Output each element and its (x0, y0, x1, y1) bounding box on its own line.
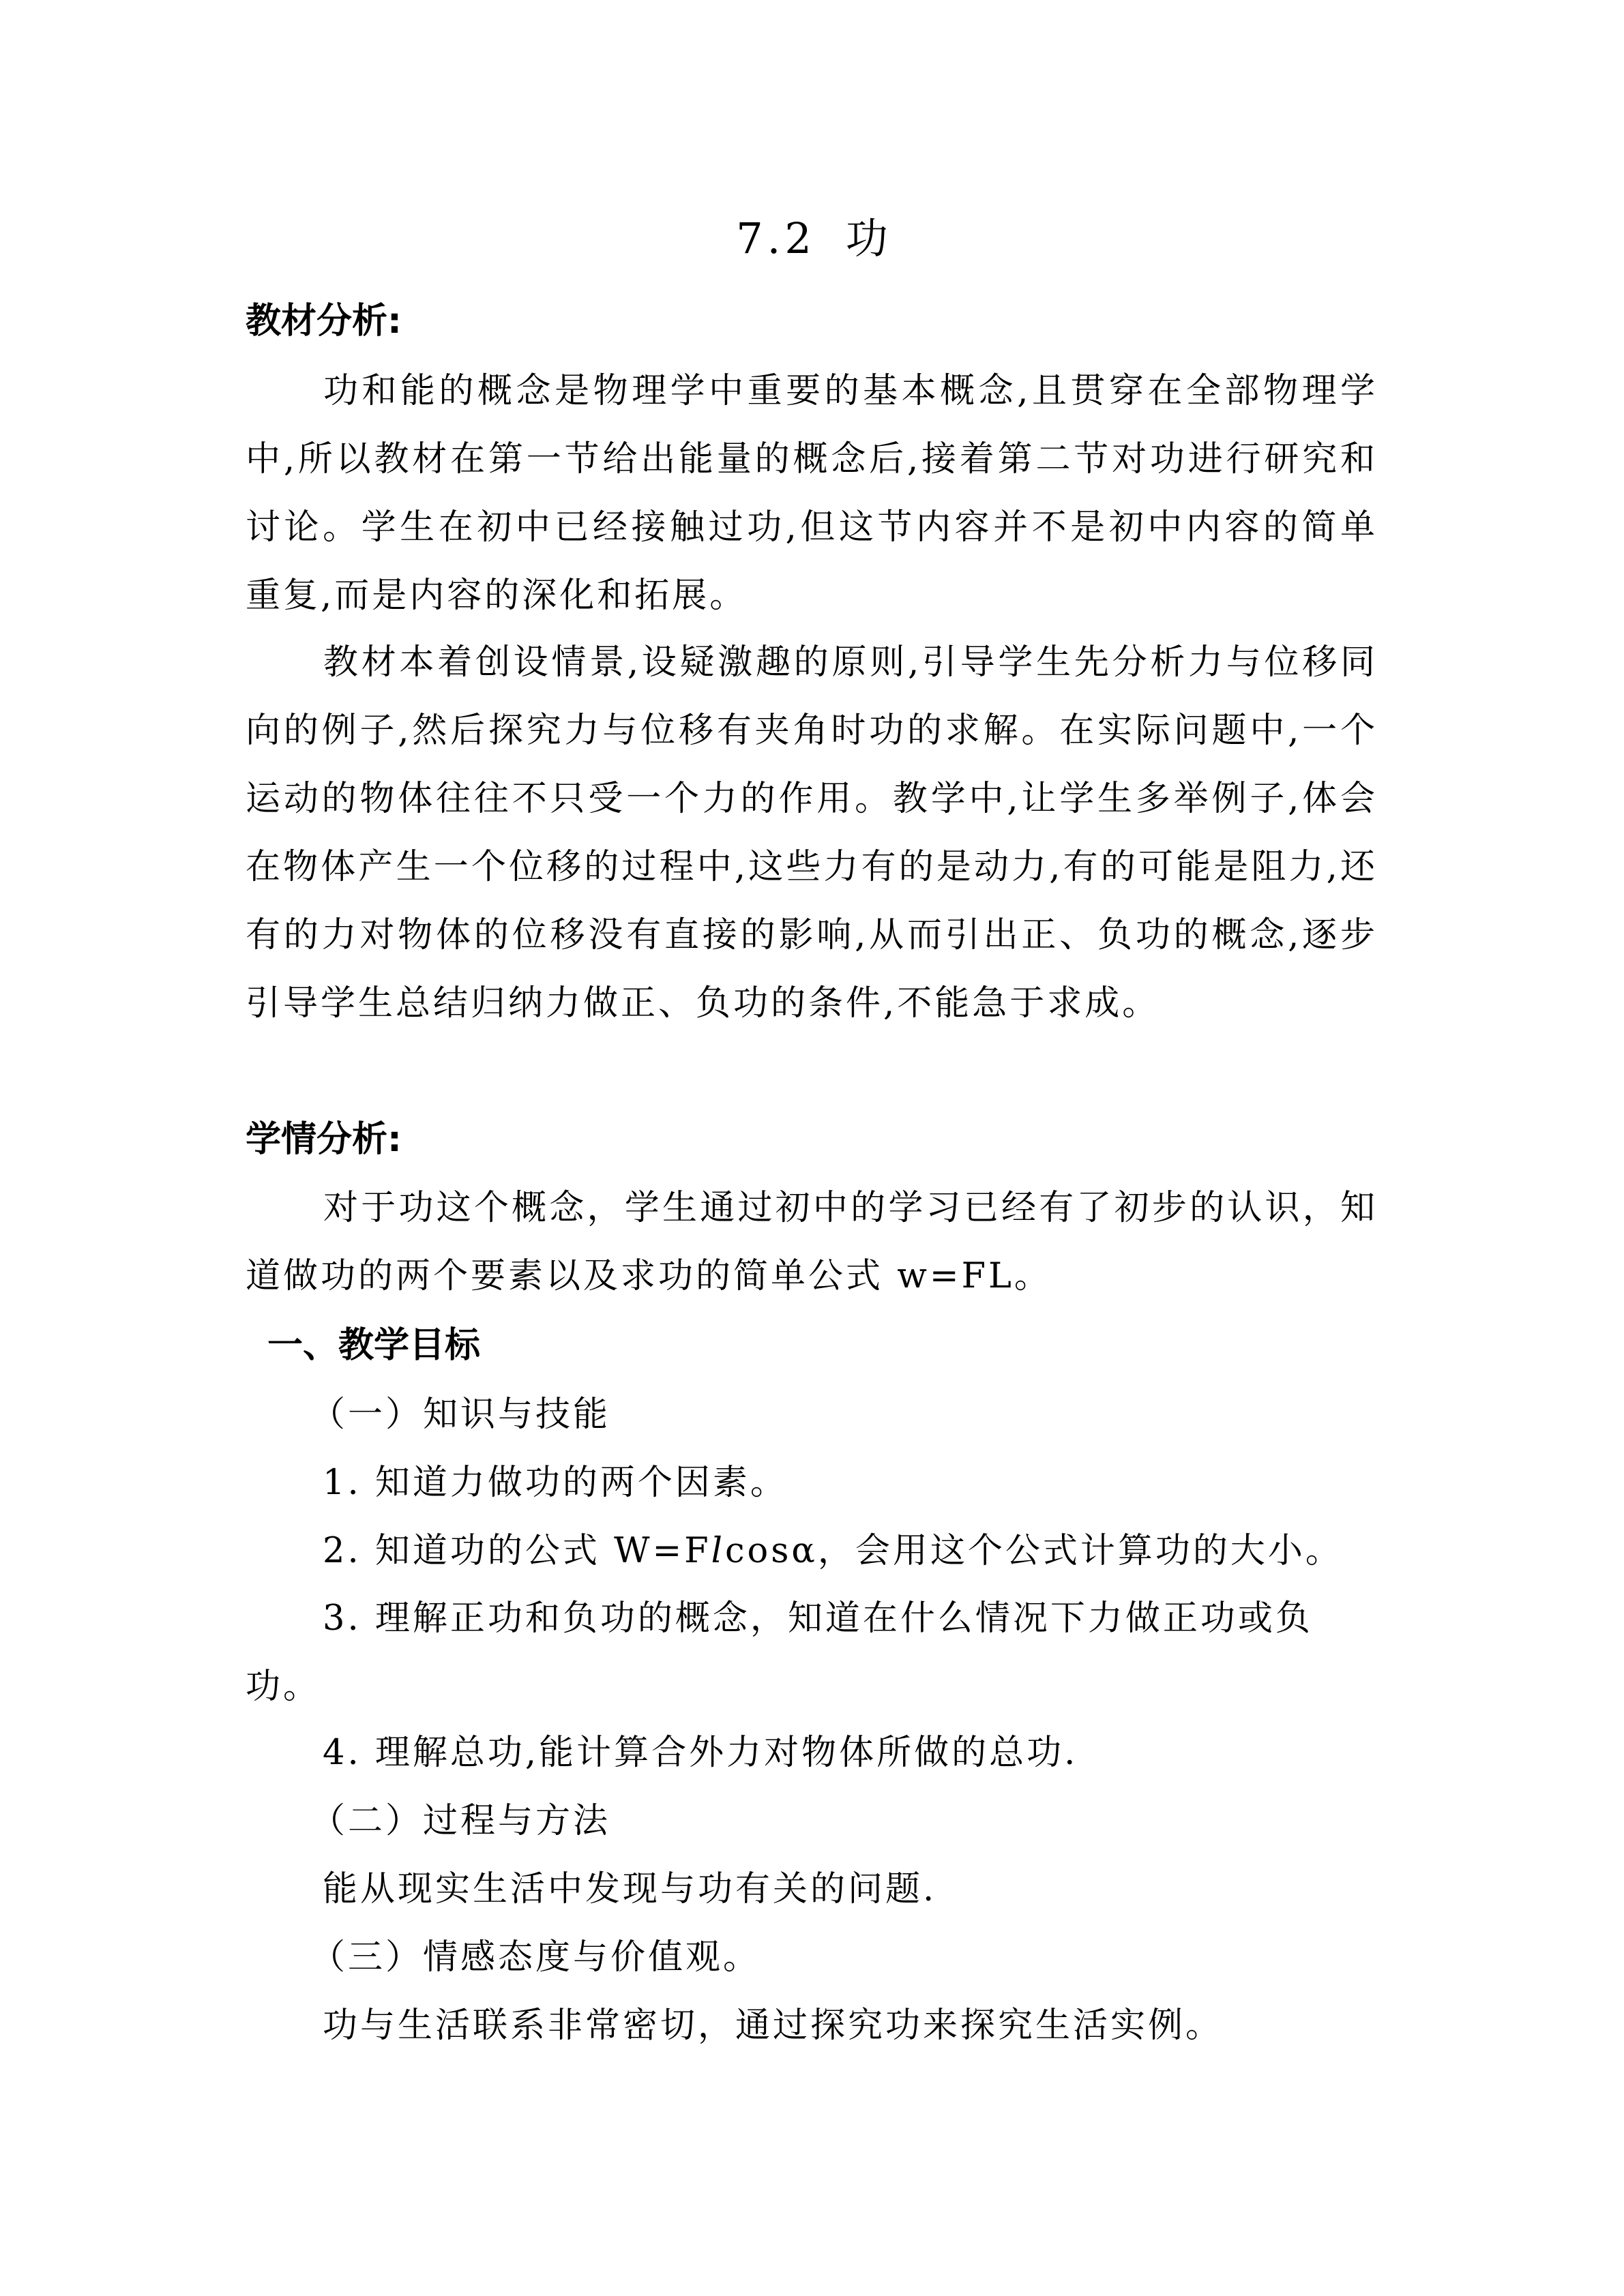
knowledge-item-4: 4. 理解总功,能计算合外力对物体所做的总功. (323, 1733, 1078, 1773)
knowledge-item-2-tail: cosα，会用这个公式计算功的大小。 (724, 1531, 1343, 1571)
knowledge-item-2-lead: 2. 知道功的公式 W=F (323, 1531, 711, 1571)
knowledge-item-2 (323, 1527, 1343, 1575)
paragraph-learner: 对于功这个概念，学生通过初中的学习已经有了初步的认识，知道做功的两个要素以及求功的简单公式 w=FL。 (246, 1188, 1378, 1296)
paragraph-analysis-1: 功和能的概念是物理学中重要的基本概念,且贯穿在全部物理学中,所以教材在第一节给出能量的概念后,接着第二节对功进行研究和讨论。学生在初中已经接触过功,但这节内容并不是初中内容的简单重复,而是内容的深化和拓展。 (246, 371, 1378, 616)
process-text: 能从现实生活中发现与功有关的问题. (323, 1869, 937, 1909)
knowledge-item-1: 1. 知道力做功的两个因素。 (323, 1463, 788, 1503)
heading-teaching-objectives: 一、教学目标 (267, 1325, 481, 1366)
heading-textbook-analysis: 教材分析: (246, 301, 402, 342)
knowledge-item-3: 3. 理解正功和负功的概念，知道在什么情况下力做正功或负功。 (246, 1598, 1313, 1707)
subheading-process-methods: （二）过程与方法 (310, 1801, 611, 1841)
page-title (0, 208, 1624, 269)
heading-learner-analysis: 学情分析: (246, 1119, 402, 1160)
formula-l: l (711, 1531, 725, 1571)
subheading-knowledge-skills: （一）知识与技能 (310, 1395, 611, 1435)
paragraph-analysis-2: 教材本着创设情景,设疑激趣的原则,引导学生先分析力与位移同向的例子,然后探究力与位移有夹角时功的求解。在实际问题中,一个运动的物体往往不只受一个力的作用。教学中,让学生多举例子,体会在物体产生一个位移的过程中,这些力有的是动力,有的可能是阻力,还有的力对物体的位移没有直接的影响,从而引出正、负功的概念,逐步引导学生总结归纳力做正、负功的条件,不能急于求成。 (246, 642, 1378, 1024)
emotion-text: 功与生活联系非常密切，通过探究功来探究生活实例。 (323, 2006, 1224, 2046)
title-word: 功 (845, 213, 888, 263)
subheading-emotion-values: （三）情感态度与价值观。 (310, 1937, 761, 1978)
section-number: 7.2 (736, 213, 816, 263)
